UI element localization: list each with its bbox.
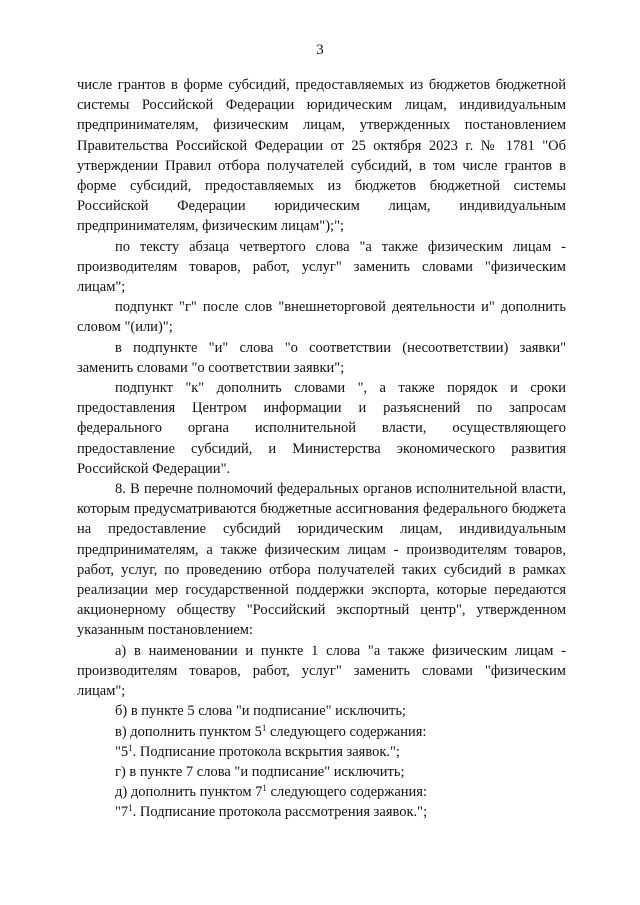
item-v-before: в) дополнить пунктом 5: [115, 723, 262, 740]
item-v-after: следующего содержания:: [266, 723, 427, 740]
point-7-1-superscript: 1: [128, 803, 133, 814]
point-5-1-before: "5: [115, 743, 129, 760]
point-7-1-before: "7: [115, 804, 129, 821]
page-number: 3: [316, 42, 324, 58]
paragraph-item-8: 8. В перечне полномочий федеральных органов исполнительной власти, которым предусматриваются бюджетные ассигнования федерального бюджета на предоставление субсидий юридическим лицам, индивидуальным предпринимателям, а также физическим лицам - производителям товаров, работ, услуг, по проведению отбора получателей таких субсидий в рамках реализации мер государственной поддержки экспорта, которые передаются акционерному обществу "Российский экспортный центр", утвержденном указанным постановлением:: [77, 481, 566, 639]
paragraph-item-a: а) в наименовании и пункте 1 слова "а также физическим лицам - производителям товаров, работ, услуг" заменить словами "физическим лицам";: [77, 642, 566, 700]
point-5-1-superscript: 1: [128, 742, 133, 753]
item-d-superscript: 1: [262, 783, 267, 794]
paragraph-item-g: г) в пункте 7 слова "и подписание" исключить;: [115, 763, 405, 780]
paragraph-item-v: [77, 722, 566, 742]
paragraph-new-point-7-1: [77, 802, 566, 822]
paragraph-continuation: числе грантов в форме субсидий, предоставляемых из бюджетов бюджетной системы Российской Федерации юридическим лицам, индивидуальным предпринимателям, физическим лицам, утвержденных постановлением Правительства Российской Федерации от 25 октября 2023 г. № 1781 "Об утверждении Правил отбора получателей субсидий, в том числе грантов в форме субсидий, предоставляемых из бюджетов бюджетной системы Российской Федерации юридическим лицам, индивидуальным предпринимателям, физическим лицам");";: [77, 77, 566, 235]
paragraph-subitem-i: в подпункте "и" слова "о соответствии (несоответствии) заявки" заменить словами "о соответствии заявки";: [77, 339, 566, 376]
paragraph-item-b: б) в пункте 5 слова "и подписание" исключить;: [115, 703, 406, 720]
paragraph-subitem-k: подпункт "к" дополнить словами ", а также порядок и сроки предоставления Центром информации и разъяснений по запросам федерального органа исполнительной власти, осуществляющего предоставление субсидий, и Министерства экономического развития Российской Федерации".: [77, 380, 566, 477]
paragraph-abzac-four: по тексту абзаца четвертого слова "а также физическим лицам - производителям товаров, работ, услуг" заменить словами "физическим лицам";: [77, 238, 566, 296]
paragraph-subitem-g: подпункт "г" после слов "внешнеторговой деятельности и" дополнить словом "(или)";: [77, 299, 566, 336]
paragraph-new-point-5-1: [77, 742, 566, 762]
item-v-superscript: 1: [261, 722, 267, 733]
point-7-1-after: . Подписание протокола рассмотрения заявок.";: [132, 804, 428, 821]
item-d-before: д) дополнить пунктом 7: [115, 784, 263, 801]
paragraph-item-d: [77, 782, 566, 802]
document-body: [77, 75, 566, 823]
point-5-1-after: . Подписание протокола вскрытия заявок.";: [132, 743, 400, 760]
item-d-after: следующего содержания:: [266, 784, 427, 801]
